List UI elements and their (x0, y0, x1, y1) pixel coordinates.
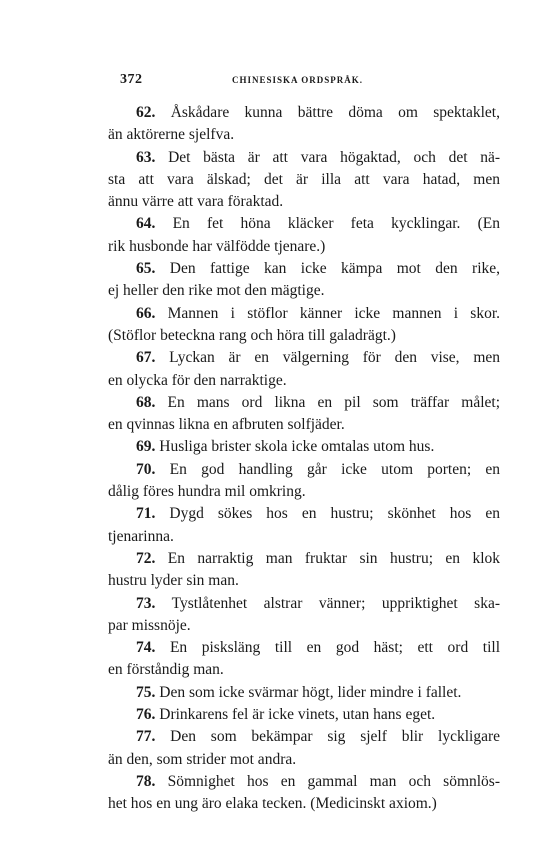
proverb-number: 62. (136, 104, 156, 121)
proverb-line (108, 436, 500, 458)
proverb-line (108, 414, 500, 436)
proverb-line (108, 280, 500, 302)
proverb-line (108, 503, 500, 525)
running-head: CHINESISKA ORDSPRÅK. (232, 75, 364, 85)
proverb-line (108, 102, 500, 124)
proverb-line (108, 481, 500, 503)
proverb-line (108, 548, 500, 570)
proverb-line (108, 704, 500, 726)
proverb-line (108, 793, 500, 815)
proverb (108, 392, 500, 437)
proverb (108, 704, 500, 726)
proverb-line (108, 169, 500, 191)
proverb-line (108, 258, 500, 280)
proverb-number: 70. (136, 460, 156, 478)
proverb (108, 637, 500, 682)
proverb-line (108, 392, 500, 414)
proverb-number: 75. (136, 683, 156, 701)
proverb-text: Lyckan är en välgerning för den vise, men (169, 349, 500, 367)
proverb-line (108, 236, 500, 258)
proverb-text: En pisksläng till en god häst; ett ord till (169, 639, 500, 657)
proverb-text: En narraktig man fruktar sin hustru; en klok (167, 549, 500, 567)
proverb-number: 72. (136, 549, 156, 567)
proverb-text: hustru lyder sin man. (108, 572, 239, 590)
proverb-text: Husliga brister skola icke omtalas utom hus. (159, 438, 435, 456)
proverb-number: 76. (136, 706, 156, 724)
proverb-number: 69. (136, 438, 156, 456)
proverb-text: Den som bekämpar sig sjelf blir lyckligare (170, 728, 500, 746)
proverb-text: En fet höna kläcker feta kycklingar. (En (172, 215, 500, 233)
proverb-number: 78. (136, 772, 156, 790)
proverb-text: Drinkarens fel är icke vinets, utan hans eget. (159, 706, 436, 724)
proverb-text: het hos en ung äro elaka tecken. (Medicinskt axiom.) (108, 795, 437, 813)
proverb-text: ännu värre att vara föraktad. (108, 193, 284, 211)
proverb-line (108, 593, 500, 615)
proverb (108, 258, 500, 303)
proverb-text: en qvinnas likna en afbruten solfjäder. (108, 416, 345, 434)
proverb (108, 303, 500, 348)
proverb-text: Åskådare kunna bättre döma om spektaklet, (170, 104, 500, 121)
proverb-text: Sömnighet hos en gammal man och sömnlös- (167, 772, 500, 790)
proverb-list (108, 102, 500, 816)
proverb-line (108, 147, 500, 169)
proverb-text: än den, som strider mot andra. (108, 750, 297, 768)
proverb-text: rik husbonde har välfödde tjenare.) (108, 237, 326, 255)
proverb-text: ej heller den rike mot den mägtige. (108, 282, 325, 300)
proverb-text: Dygd sökes hos en hustru; skönhet hos en (169, 505, 500, 523)
proverb-number: 66. (136, 304, 156, 322)
proverb-number: 67. (136, 349, 156, 367)
proverb-text: tjenarinna. (108, 527, 174, 545)
proverb (108, 593, 500, 638)
proverb-number: 73. (136, 594, 156, 612)
proverb-text: en förståndig man. (108, 661, 224, 679)
proverb-number: 71. (136, 505, 156, 523)
proverb-line (108, 771, 500, 793)
proverb-line (108, 659, 500, 681)
proverb-line (108, 347, 500, 369)
proverb-number: 74. (136, 639, 156, 657)
proverb-line (108, 459, 500, 481)
proverb (108, 102, 500, 147)
proverb-text: Den som icke svärmar högt, lider mindre i fallet. (159, 683, 462, 701)
proverb-text: Det bästa är att vara högaktad, och det nä- (168, 148, 500, 166)
proverb (108, 147, 500, 214)
proverb-line (108, 370, 500, 392)
proverb-text: (Stöflor beteckna rang och höra till galadrägt.) (108, 326, 396, 344)
proverb-text: Mannen i stöflor känner icke mannen i skor. (167, 304, 500, 322)
proverb-line (108, 526, 500, 548)
proverb-line (108, 213, 500, 235)
proverb-text: sta att vara älskad; det är illa att vara hatad, men (108, 170, 500, 188)
proverb-text: Tystlåtenhet alstrar vänner; uppriktighet ska- (171, 594, 500, 612)
proverb-text: En mans ord likna en pil som träffar målet; (167, 393, 500, 411)
proverb-line (108, 191, 500, 213)
proverb-text: Den fattige kan icke kämpa mot den rike, (169, 260, 500, 278)
proverb (108, 548, 500, 593)
proverb (108, 213, 500, 258)
proverb (108, 771, 500, 816)
proverb-line (108, 749, 500, 771)
proverb-line (108, 325, 500, 347)
proverb (108, 726, 500, 771)
proverb-number: 77. (136, 728, 156, 746)
proverb-text: dålig föres hundra mil omkring. (108, 483, 306, 501)
proverb-number: 68. (136, 393, 156, 411)
page-header (120, 72, 500, 92)
proverb-line (108, 303, 500, 325)
page-number: 372 (120, 72, 143, 87)
proverb-line (108, 682, 500, 704)
proverb-line (108, 615, 500, 637)
proverb (108, 682, 500, 704)
proverb-number: 65. (136, 260, 156, 278)
proverb-line (108, 124, 500, 146)
proverb (108, 436, 500, 458)
proverb (108, 459, 500, 504)
proverb (108, 503, 500, 548)
proverb-number: 64. (136, 215, 156, 233)
proverb-text: en olycka för den narraktige. (108, 371, 287, 389)
proverb-line (108, 726, 500, 748)
proverb-text: än aktörerne sjelfva. (108, 126, 235, 144)
proverb-text: En god handling går icke utom porten; en (169, 460, 500, 478)
proverb (108, 347, 500, 392)
proverb-line (108, 570, 500, 592)
proverb-number: 63. (136, 148, 156, 166)
proverb-text: par missnöje. (108, 616, 191, 634)
proverb-line (108, 637, 500, 659)
